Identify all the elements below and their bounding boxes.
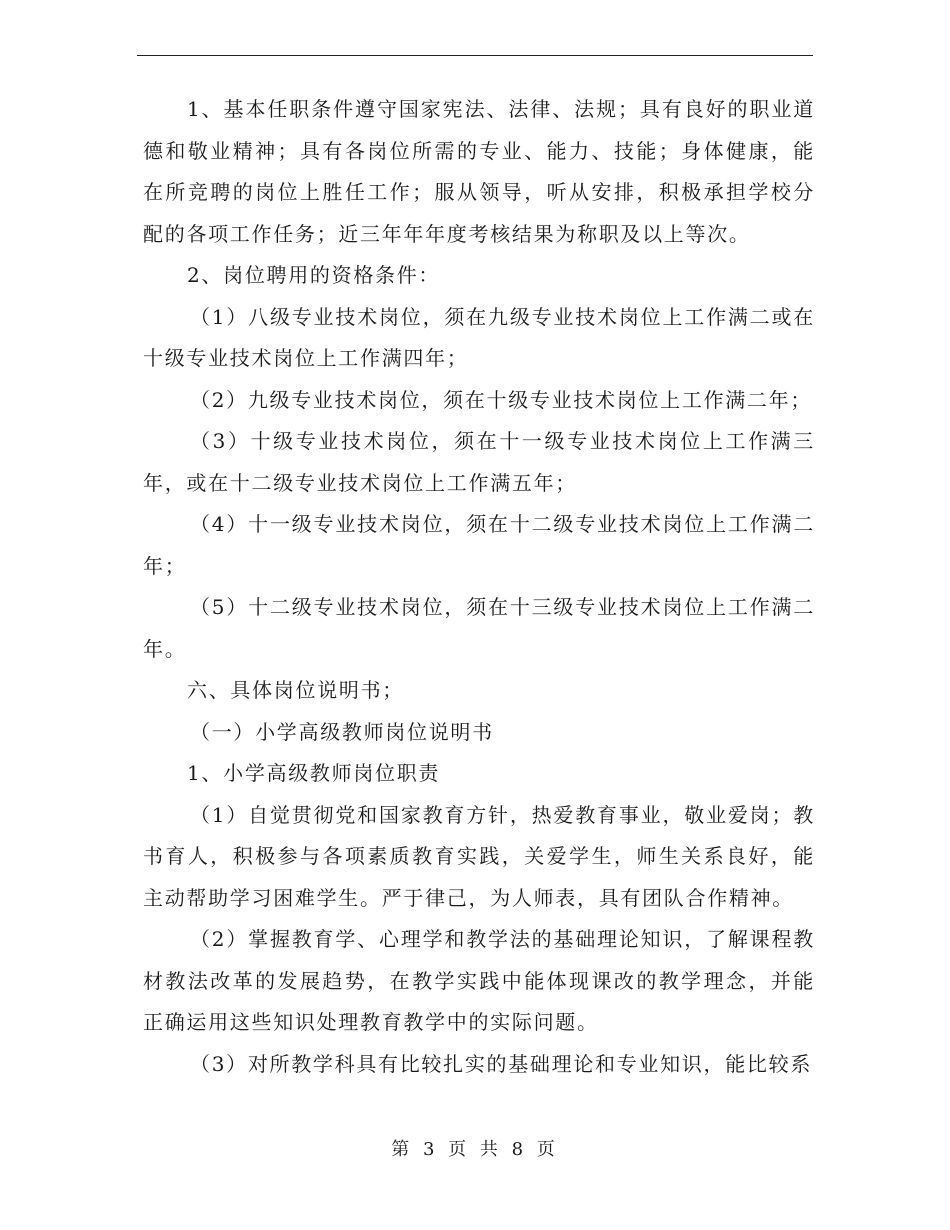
- page-number-footer: 第 3 页 共 8 页: [391, 1139, 559, 1160]
- document-body: [143, 89, 815, 1085]
- paragraph-level-8: （1）八级专业技术岗位，须在九级专业技术岗位上工作满二或在十级专业技术岗位上工作满四年；: [143, 304, 815, 370]
- heading-senior-teacher-duties: 1、小学高级教师岗位职责: [187, 761, 441, 785]
- paragraph-level-10: （3）十级专业技术岗位，须在十一级专业技术岗位上工作满三年，或在十二级专业技术岗位上工作满五年；: [143, 429, 815, 495]
- paragraph-level-12: （5）十二级专业技术岗位，须在十三级专业技术岗位上工作满二年。: [143, 595, 815, 661]
- paragraph-level-11: （4）十一级专业技术岗位，须在十二级专业技术岗位上工作满二年；: [143, 512, 815, 578]
- paragraph-qualification-heading: 2、岗位聘用的资格条件：: [187, 263, 441, 287]
- paragraph-basic-conditions: 1、基本任职条件遵守国家宪法、法律、法规；具有良好的职业道德和敬业精神；具有各岗位所需的专业、能力、技能；身体健康，能在所竞聘的岗位上胜任工作；服从领导，听从安排，积极承担学校分配的各项工作任务；近三年年年度考核结果为称职及以上等次。: [143, 97, 815, 246]
- paragraph-level-9: （2）九级专业技术岗位，须在十级专业技术岗位上工作满二年；: [190, 387, 813, 412]
- subsection-heading-senior-teacher: （一）小学高级教师岗位说明书: [190, 719, 494, 744]
- section-heading-job-descriptions: 六、具体岗位说明书；: [187, 678, 404, 702]
- paragraph-duty-2: （2）掌握教育学、心理学和教学法的基础理论知识，了解课程教材教法改革的发展趋势，在教学实践中能体现课改的教学理念，并能正确运用这些知识处理教育教学中的实际问题。: [143, 927, 815, 1034]
- paragraph-duty-3: （3）对所教学科具有比较扎实的基础理论和专业知识，能比较系: [190, 1051, 813, 1076]
- paragraph-duty-1: （1）自觉贯彻党和国家教育方针，热爱教育事业，敬业爱岗；教书育人，积极参与各项素质教育实践，关爱学生，师生关系良好，能主动帮助学习困难学生。严于律己，为人师表，具有团队合作精神。: [143, 802, 815, 910]
- header-rule: [137, 55, 813, 56]
